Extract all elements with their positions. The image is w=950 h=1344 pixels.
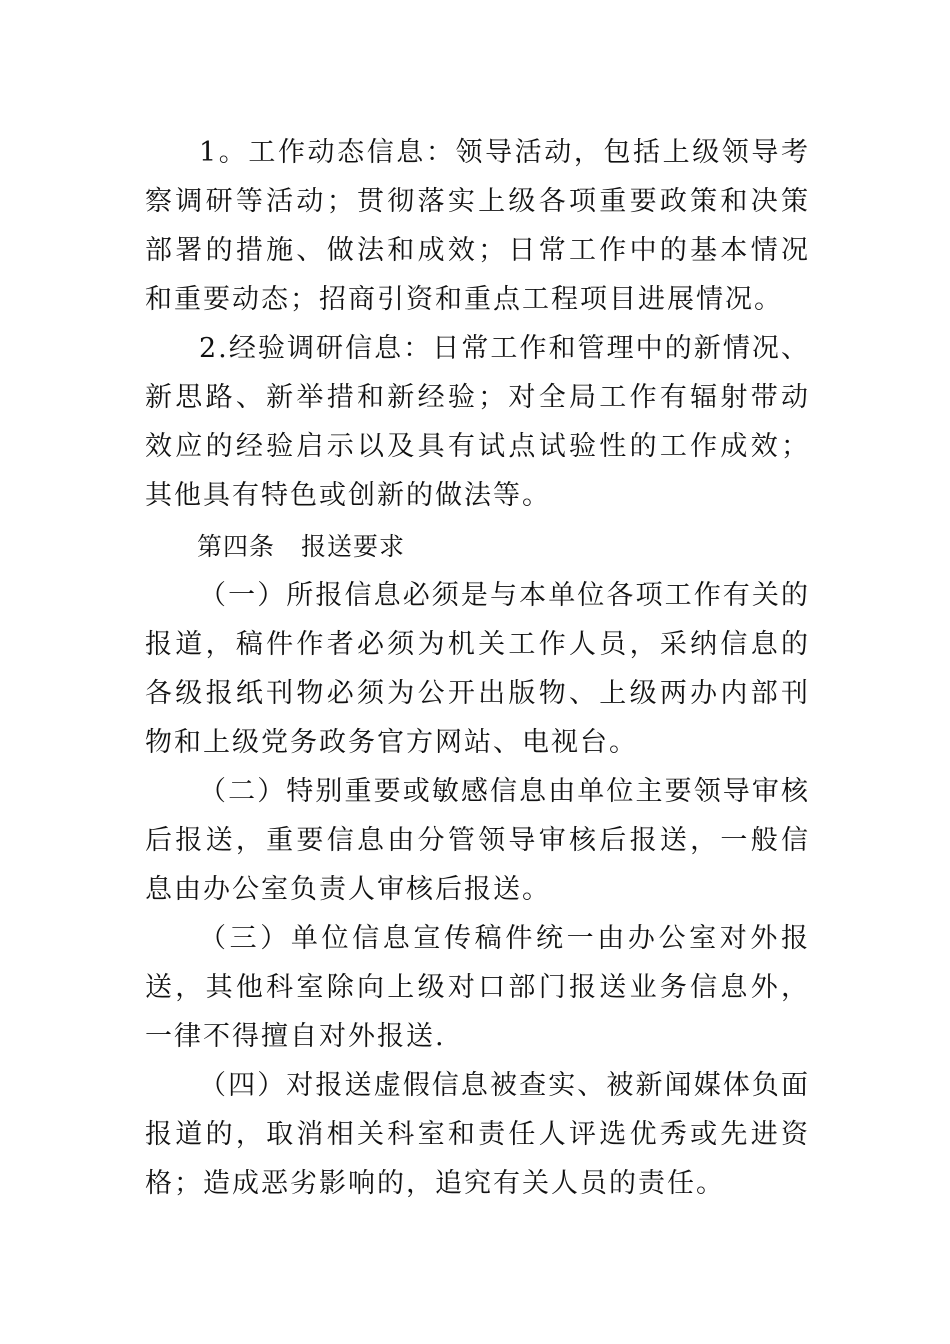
paragraph-requirement-3: （三）单位信息宣传稿件统一由办公室对外报送，其他科室除向上级对口部门报送业务信息外，一律不得擅自对外报送. (145, 923, 810, 1052)
paragraph-work-dynamics: 1。工作动态信息：领导活动，包括上级领导考察调研等活动；贯彻落实上级各项重要政策和决策部署的措施、做法和成效；日常工作中的基本情况和重要动态；招商引资和重点工程项目进展情况。 (145, 137, 810, 315)
section-heading: 第四条 报送要求 (197, 532, 406, 561)
paragraph-requirement-2: （二）特别重要或敏感信息由单位主要领导审核后报送，重要信息由分管领导审核后报送，一般信息由办公室负责人审核后报送。 (145, 776, 810, 905)
document-page (145, 128, 810, 1208)
paragraph-research-info: 2.经验调研信息：日常工作和管理中的新情况、新思路、新举措和新经验；对全局工作有辐射带动效应的经验启示以及具有试点试验性的工作成效；其他具有特色或创新的做法等。 (145, 333, 810, 511)
paragraph-requirement-4: （四）对报送虚假信息被查实、被新闻媒体负面报道的，取消相关科室和责任人评选优秀或先进资格；造成恶劣影响的，追究有关人员的责任。 (145, 1070, 810, 1199)
paragraph-requirement-1: （一）所报信息必须是与本单位各项工作有关的报道，稿件作者必须为机关工作人员，采纳信息的各级报纸刊物必须为公开出版物、上级两办内部刊物和上级党务政务官方网站、电视台。 (145, 580, 810, 758)
